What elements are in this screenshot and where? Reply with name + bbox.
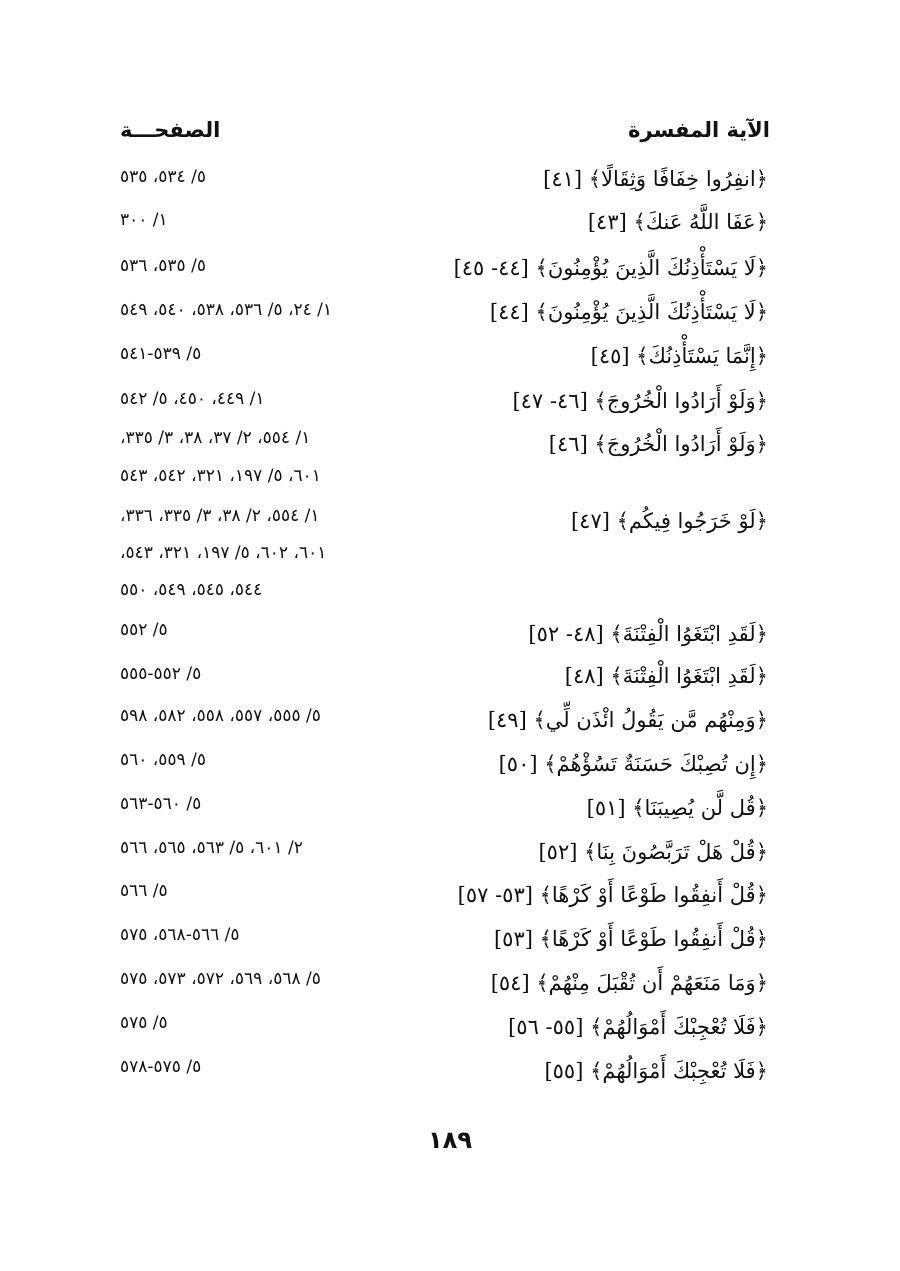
pages-row: ٥/ ٥٥٥، ٥٥٧، ٥٥٨، ٥٨٢، ٥٩٨	[120, 706, 321, 726]
verse-row: ﴿إِن تُصِبْكَ حَسَنَةٌ تَسُؤْهُمْ﴾ [٥٠]	[498, 752, 768, 776]
verse-row: ﴿إِنَّمَا يَسْتَأْذِنُكَ﴾ [٤٥]	[590, 344, 768, 368]
page-column-header: الصفحـــة	[120, 118, 221, 142]
pages-row: ٥/ ٥٧٥-٥٧٨	[120, 1057, 202, 1077]
verse-row: ﴿لَا يَسْتَأْذِنُكَ الَّذِينَ يُؤْمِنُونَ﴾ [٤٤]	[489, 300, 768, 324]
verse-row: ﴿وَمَا مَنَعَهُمْ أَن تُقْبَلَ مِنْهُمْ﴾ [٥٤]	[490, 971, 768, 995]
verse-row: ﴿قُلْ أَنفِقُوا طَوْعًا أَوْ كَرْهًا﴾ [٥٣]	[493, 927, 768, 951]
pages-row: ١/ ٤٤٩، ٤٥٠، ٥/ ٥٤٢	[120, 389, 265, 409]
verse-column-header: الآية المفسرة	[628, 118, 770, 142]
verse-row: ﴿وَلَوْ أَرَادُوا الْخُرُوجَ﴾ [٤٦- ٤٧]	[512, 389, 768, 413]
pages-row-continued: ٦٠١، ٦٠٢، ٥/ ١٩٧، ٣٢١، ٥٤٣،	[120, 543, 327, 563]
pages-row: ٥/ ٥٦٦	[120, 881, 168, 901]
page-number: ١٨٩	[428, 1126, 472, 1154]
verse-row: ﴿فَلَا تُعْجِبْكَ أَمْوَالُهُمْ﴾ [٥٥]	[544, 1059, 768, 1083]
pages-row: ١/ ٥٥٤، ٢/ ٣٨، ٣/ ٣٣٥، ٣٣٦،	[120, 506, 320, 526]
verse-row: ﴿فَلَا تُعْجِبْكَ أَمْوَالُهُمْ﴾ [٥٥- ٥٦]	[508, 1015, 768, 1039]
verse-row: ﴿لَقَدِ ابْتَغَوُا الْفِتْنَةَ﴾ [٤٨- ٥٢]	[528, 622, 768, 646]
pages-row: ٥/ ٥٥٢-٥٥٥	[120, 664, 202, 684]
verse-row: ﴿لَقَدِ ابْتَغَوُا الْفِتْنَةَ﴾ [٤٨]	[564, 664, 768, 688]
pages-row: ٥/ ٥٧٥	[120, 1013, 168, 1033]
pages-row: ٥/ ٥٣٤، ٥٣٥	[120, 167, 206, 187]
pages-row: ٥/ ٥٥٩، ٥٦٠	[120, 750, 206, 770]
pages-row-continued: ٦٠١، ٥/ ١٩٧، ٣٢١، ٥٤٢، ٥٤٣	[120, 466, 321, 486]
verse-row: ﴿وَمِنْهُم مَّن يَقُولُ ائْذَن لِّي﴾ [٤٩]	[487, 708, 768, 732]
pages-row: ٥/ ٥٥٢	[120, 620, 168, 640]
pages-row: ٥/ ٥٣٥، ٥٣٦	[120, 256, 206, 276]
pages-row: ٥/ ٥٦٦-٥٦٨، ٥٧٥	[120, 925, 240, 945]
verse-row: ﴿لَوْ خَرَجُوا فِيكُم﴾ [٤٧]	[570, 509, 768, 533]
pages-row-continued: ٥٤٤، ٥٤٥، ٥٤٩، ٥٥٠	[120, 580, 263, 600]
pages-row: ١/ ٣٠٠	[120, 210, 168, 230]
pages-row: ٥/ ٥٦٠-٥٦٣	[120, 794, 202, 814]
pages-row: ١/ ٢٤، ٥/ ٥٣٦، ٥٣٨، ٥٤٠، ٥٤٩	[120, 300, 333, 320]
verse-row: ﴿عَفَا اللَّهُ عَنكَ﴾ [٤٣]	[587, 210, 768, 234]
verse-row: ﴿انفِرُوا خِفَافًا وَثِقَالًا﴾ [٤١]	[543, 167, 768, 191]
pages-row: ٥/ ٥٣٩-٥٤١	[120, 344, 202, 364]
verse-row: ﴿لَا يَسْتَأْذِنُكَ الَّذِينَ يُؤْمِنُونَ﴾ [٤٤- ٤٥]	[453, 256, 768, 280]
pages-row: ١/ ٥٥٤، ٢/ ٣٧، ٣٨، ٣/ ٣٣٥،	[120, 428, 311, 448]
verse-row: ﴿قُلْ أَنفِقُوا طَوْعًا أَوْ كَرْهًا﴾ [٥٣- ٥٧]	[457, 883, 768, 907]
verse-row: ﴿قُلْ هَلْ تَرَبَّصُونَ بِنَا﴾ [٥٢]	[538, 840, 768, 864]
pages-row: ٢/ ٦٠١، ٥/ ٥٦٣، ٥٦٥، ٥٦٦	[120, 838, 303, 858]
verse-row: ﴿وَلَوْ أَرَادُوا الْخُرُوجَ﴾ [٤٦]	[548, 432, 768, 456]
verse-row: ﴿قُل لَّن يُصِيبَنَا﴾ [٥١]	[586, 796, 768, 820]
pages-row: ٥/ ٥٦٨، ٥٦٩، ٥٧٢، ٥٧٣، ٥٧٥	[120, 969, 321, 989]
